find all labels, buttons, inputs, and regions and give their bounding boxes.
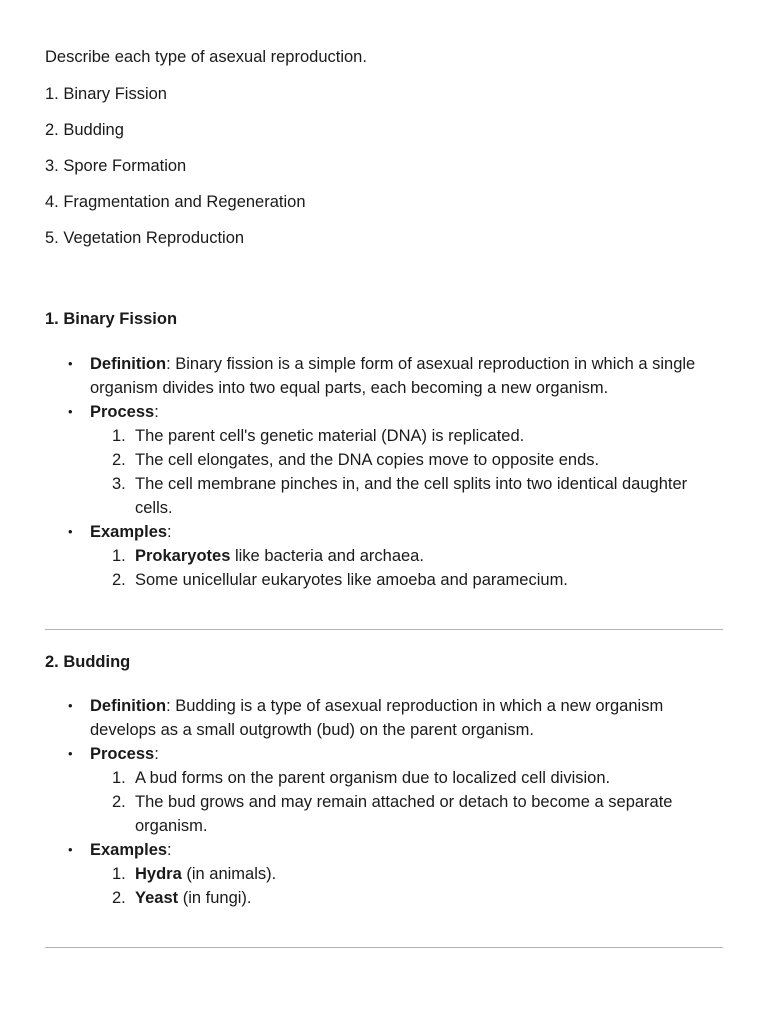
process-step xyxy=(90,766,725,790)
process-steps xyxy=(90,766,725,838)
example-text: (in fungi). xyxy=(178,889,252,907)
examples-label: Examples xyxy=(90,841,168,859)
process-colon: : xyxy=(154,403,159,421)
step-text: The parent cell's genetic material (DNA) is replicated. xyxy=(135,427,525,445)
section-title-budding: 2. Budding xyxy=(45,653,131,671)
process-label: Process xyxy=(90,403,155,421)
examples-label: Examples xyxy=(90,523,168,541)
process-step xyxy=(90,424,725,448)
definition-text: : Binary fission is a simple form of asexual reproduction in which a single organism divides into two equal parts, each becoming a new organism. xyxy=(90,355,696,397)
examples-colon: : xyxy=(167,523,172,541)
process-step xyxy=(90,790,725,838)
example-number: 2. xyxy=(112,571,126,589)
definition-label: Definition xyxy=(90,355,167,373)
bullet-icon: • xyxy=(68,404,73,419)
intro-item-fragmentation: 4. Fragmentation and Regeneration xyxy=(45,193,306,211)
step-text: The cell elongates, and the DNA copies move to opposite ends. xyxy=(135,451,600,469)
definition-label: Definition xyxy=(90,697,167,715)
process-step xyxy=(90,448,725,472)
step-number: 2. xyxy=(112,793,126,811)
bullet-icon: • xyxy=(68,698,73,713)
example-item xyxy=(90,862,725,886)
definition-item xyxy=(45,352,725,400)
bullet-icon: • xyxy=(68,524,73,539)
example-number: 2. xyxy=(112,889,126,907)
intro-item-vegetation: 5. Vegetation Reproduction xyxy=(45,229,245,247)
example-bold: Prokaryotes xyxy=(135,547,231,565)
section-title-binary-fission: 1. Binary Fission xyxy=(45,310,178,328)
binary-fission-details xyxy=(45,352,725,592)
section-divider xyxy=(45,629,723,630)
example-item xyxy=(90,568,725,592)
examples-list xyxy=(90,544,725,592)
step-number: 3. xyxy=(112,475,126,493)
examples-list xyxy=(90,862,725,910)
example-number: 1. xyxy=(112,865,126,883)
intro-item-budding: 2. Budding xyxy=(45,121,124,139)
definition-item xyxy=(45,694,725,742)
example-item xyxy=(90,886,725,910)
process-item xyxy=(45,742,725,838)
definition-text: : Budding is a type of asexual reproduction in which a new organism develops as a small outgrowth (bud) on the parent organism. xyxy=(90,697,664,739)
example-number: 1. xyxy=(112,547,126,565)
example-item xyxy=(90,544,725,568)
step-text: The cell membrane pinches in, and the cell splits into two identical daughter cells. xyxy=(135,475,688,517)
process-colon: : xyxy=(154,745,159,763)
example-bold: Hydra xyxy=(135,865,182,883)
intro-item-spore-formation: 3. Spore Formation xyxy=(45,157,187,175)
process-steps xyxy=(90,424,725,520)
step-number: 1. xyxy=(112,427,126,445)
intro-item-binary-fission: 1. Binary Fission xyxy=(45,85,167,103)
process-label: Process xyxy=(90,745,155,763)
step-text: The bud grows and may remain attached or detach to become a separate organism. xyxy=(135,793,673,835)
intro-question: Describe each type of asexual reproduction. xyxy=(45,48,367,66)
step-text: A bud forms on the parent organism due to localized cell division. xyxy=(135,769,611,787)
process-item xyxy=(45,400,725,520)
examples-colon: : xyxy=(167,841,172,859)
budding-details xyxy=(45,694,725,910)
example-text: (in animals). xyxy=(181,865,277,883)
step-number: 1. xyxy=(112,769,126,787)
bullet-icon: • xyxy=(68,746,73,761)
bullet-icon: • xyxy=(68,842,73,857)
example-text: like bacteria and archaea. xyxy=(230,547,424,565)
example-bold: Yeast xyxy=(135,889,179,907)
section-divider xyxy=(45,947,723,948)
examples-item xyxy=(45,838,725,910)
step-number: 2. xyxy=(112,451,126,469)
bullet-icon: • xyxy=(68,356,73,371)
example-text: Some unicellular eukaryotes like amoeba and paramecium. xyxy=(135,571,568,589)
process-step xyxy=(90,472,725,520)
examples-item xyxy=(45,520,725,592)
